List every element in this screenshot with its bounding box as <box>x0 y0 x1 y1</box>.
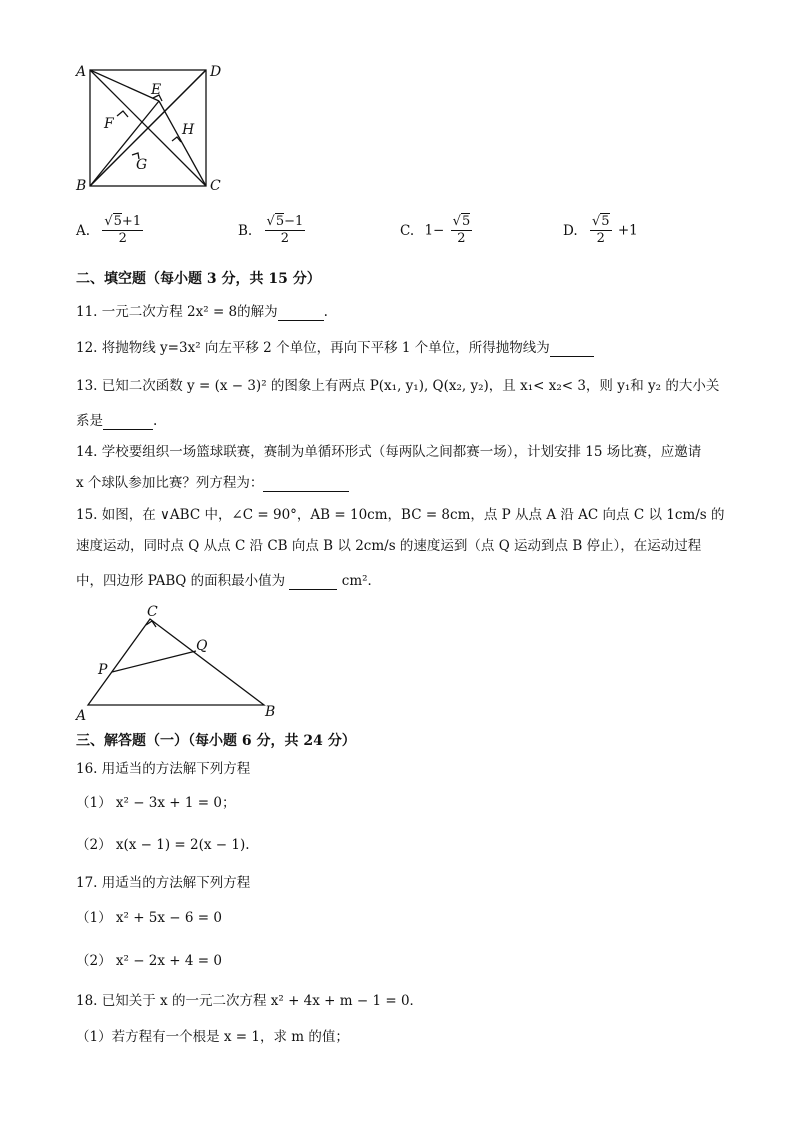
question-14-line2: x 个球队参加比赛？列方程为： <box>76 474 349 492</box>
question-18-title: 18. 已知关于 x 的一元二次方程 x² + 4x + m − 1 = 0． <box>76 993 424 1009</box>
question-17-part2: （2） x² − 2x + 4 = 0 <box>76 953 222 969</box>
option-c: C. 1− $\frac{√5}{2}$ <box>400 214 471 246</box>
fig2-label-A: A <box>76 708 87 724</box>
question-16-part1: （1） x² − 3x + 1 = 0； <box>76 795 236 811</box>
fig1-label-G: G <box>136 157 148 173</box>
fig2-label-Q: Q <box>196 638 208 654</box>
fig2-label-P: P <box>98 662 108 678</box>
figure-square <box>70 60 230 200</box>
section-solve: 三、解答题（一）（每小题 6 分，共 24 分） <box>76 733 356 749</box>
question-15-line1: 15. 如图，在 ∨ABC 中，∠C = 90°，AB = 10cm，BC = 8cm，点 P 从点 A 沿 AC 向点 C 以 1cm/s 的 <box>76 507 725 523</box>
question-15-line3: 中，四边形 PABQ 的面积最小值为 cm²． <box>76 573 382 589</box>
section-fill-blank: 二、填空题（每小题 3 分，共 15 分） <box>76 271 321 287</box>
option-a: A. $\frac{√5+1}{2}$ <box>76 214 142 246</box>
fig1-label-F: F <box>104 116 114 132</box>
question-11: 11. 一元二次方程 2x² = 8的解为 . <box>76 304 328 320</box>
fig1-label-C: C <box>210 178 221 194</box>
question-15-line2: 速度运动，同时点 Q 从点 C 沿 CB 向点 B 以 2cm/s 的速度运到（点 Q 运动到点 B 停止），在运动过程 <box>76 538 702 554</box>
fig1-label-H: H <box>182 122 195 138</box>
question-18-part1: （1）若方程有一个根是 x = 1，求 m 的值； <box>76 1029 349 1045</box>
fig1-label-E: E <box>151 82 162 98</box>
question-17-title: 17. 用适当的方法解下列方程 <box>76 875 251 891</box>
question-13-line2: 系是 . <box>76 413 158 429</box>
question-14-line1: 14. 学校要组织一场篮球联赛，赛制为单循环形式（每两队之间都赛一场），计划安排 15 场比赛，应邀请 <box>76 444 702 460</box>
question-12: 12. 将抛物线 y=3x² 向左平移 2 个单位，再向下平移 1 个单位，所得抛物线为 <box>76 339 594 357</box>
fig1-label-A: A <box>76 64 87 80</box>
option-b: B. $\frac{√5-1}{2}$ <box>238 214 304 246</box>
question-17-part1: （1） x² + 5x − 6 = 0 <box>76 910 222 926</box>
figure-triangle <box>70 600 280 725</box>
question-13-line1: 13. 已知二次函数 y = (x − 3)² 的图象上有两点 P(x₁, y₁), Q(x₂, y₂)，且 x₁< x₂< 3，则 y₁和 y₂ 的大小关 <box>76 378 720 394</box>
question-16-part2: （2） x(x − 1) = 2(x − 1). <box>76 837 250 853</box>
option-d: D. $\frac{√5}{2}$ +1 <box>563 214 638 246</box>
fig1-label-D: D <box>210 64 222 80</box>
question-16-title: 16. 用适当的方法解下列方程 <box>76 761 251 777</box>
fig2-label-C: C <box>147 604 158 620</box>
fig2-label-B: B <box>265 704 276 720</box>
fig1-label-B: B <box>76 178 87 194</box>
